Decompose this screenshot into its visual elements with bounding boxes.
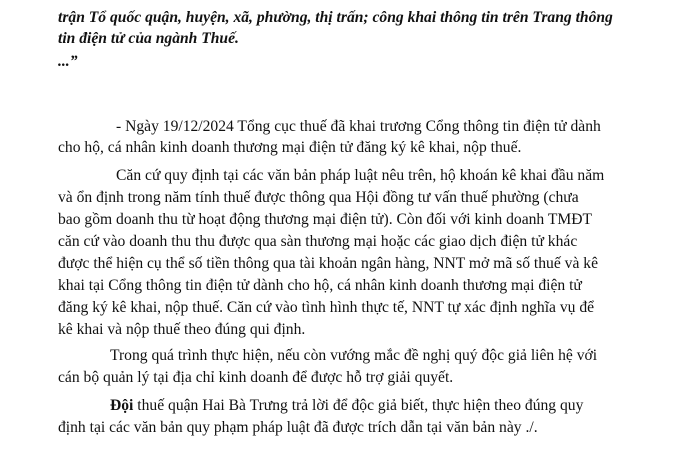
para4-line-1-rest: thuế quận Hai Bà Trưng trả lời để độc giả biết, thực hiện theo đúng quy bbox=[133, 397, 584, 414]
quote-line-1: trận Tổ quốc quận, huyện, xã, phường, thị trấn; công khai thông tin trên Trang thông bbox=[58, 9, 613, 26]
para1-line-1: - Ngày 19/12/2024 Tổng cục thuế đã khai trương Cổng thông tin điện tử dành bbox=[116, 118, 601, 135]
para4-bold-word: Đội bbox=[110, 397, 134, 414]
para2-line-7: đăng ký kê khai, nộp thuế. Căn cứ vào tình hình thực tế, NNT tự xác định nghĩa vụ để bbox=[58, 299, 595, 316]
para3-line-1: Trong quá trình thực hiện, nếu còn vướng mắc đề nghị quý độc giả liên hệ với bbox=[110, 347, 598, 364]
quote-line-3: ...” bbox=[58, 53, 78, 70]
para2-line-2: và ổn định trong năm tính thuế được thông qua Hội đồng tư vấn thuế phường (chưa bbox=[58, 189, 579, 206]
para4-line-1 bbox=[110, 396, 583, 416]
para2-line-6: khai tại Cổng thông tin điện tử dành cho hộ, cá nhân kinh doanh thương mại điện tử bbox=[58, 277, 582, 294]
para4-line-2: định tại các văn bản quy phạm pháp luật đã được trích dẫn tại văn bản này ./. bbox=[58, 419, 538, 436]
quote-line-2: tin điện tử của ngành Thuế. bbox=[58, 30, 239, 47]
para2-line-4: căn cứ vào doanh thu thu được qua sàn thương mại hoặc các giao dịch điện tử khác bbox=[58, 233, 578, 250]
para2-line-5: được thể hiện cụ thể số tiền thông qua tài khoản ngân hàng, NNT mở mã số thuế và kê bbox=[58, 255, 598, 272]
para1-line-2: cho hộ, cá nhân kinh doanh thương mại điện tử đăng ký kê khai, nộp thuế. bbox=[58, 139, 522, 156]
para2-line-8: kê khai và nộp thuế theo đúng qui định. bbox=[58, 321, 306, 338]
para2-line-1: Căn cứ quy định tại các văn bản pháp luật nêu trên, hộ khoán kê khai đầu năm bbox=[116, 167, 605, 184]
para3-line-2: cán bộ quản lý tại địa chỉ kinh doanh để được hỗ trợ giải quyết. bbox=[58, 369, 454, 386]
para2-line-3: bao gồm doanh thu từ hoạt động thương mại điện tử). Còn đối với kinh doanh TMĐT bbox=[58, 211, 593, 228]
